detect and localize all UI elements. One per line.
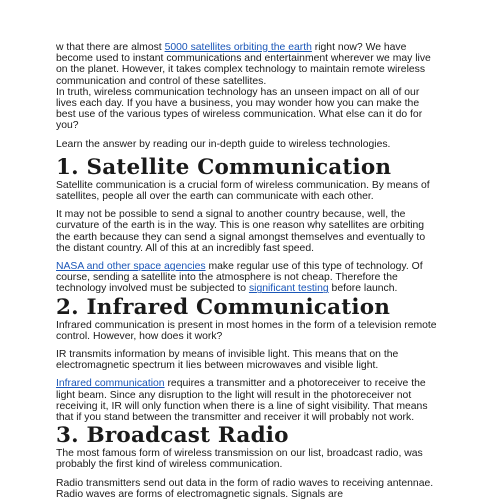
intro-paragraph-1 — [56, 42, 441, 87]
satellite-text: make regular use of this type of technology. Of course, sending a satellite into the atmosphere is not cheap. Therefore the technology involved must be subjected to — [56, 261, 423, 295]
section-heading-infrared: 2. Infrared Communication — [56, 294, 391, 320]
section-heading-radio: 3. Broadcast Radio — [56, 423, 289, 449]
nasa-link[interactable]: NASA and other space agencies — [56, 261, 206, 273]
intro-paragraph-3: Learn the answer by reading our in-depth guide to wireless technologies. — [56, 138, 391, 150]
infrared-paragraph-2: IR transmits information by means of invisible light. This means that on the electromagnetic spectrum it lies between microwaves and visible light. — [56, 349, 399, 372]
satellite-paragraph-2: It may not be possible to send a signal to another country because, well, the curvature of the earth is in the way. This is one reason why satellites are orbiting the earth because they can send a signal amongst themselves and eventually to the distant country. All of this at an incredibly fast speed. — [56, 209, 426, 254]
radio-paragraph-1: The most famous form of wireless transmission on our list, broadcast radio, was probably the first kind of wireless communication. — [56, 448, 423, 471]
intro-text: w that there are almost — [56, 42, 165, 53]
satellite-paragraph-1: Satellite communication is a crucial form of wireless communication. By means of satellites, people all over the earth can communicate with each other. — [56, 179, 430, 203]
satellite-text: before launch. — [328, 283, 398, 295]
testing-link[interactable]: significant testing — [248, 283, 329, 295]
infrared-paragraph-3 — [56, 378, 441, 423]
satellite-paragraph-3 — [56, 261, 441, 295]
intro-paragraph-2: In truth, wireless communication technology has an unseen impact on all of our lives each day. If you have a business, you may wonder how you can make the best use of the various types of wireless communication. What else can it do for you? — [56, 86, 423, 132]
infrared-paragraph-1: Infrared communication is present in most homes in the form of a television remote control. However, how does it work? — [56, 319, 437, 342]
intro-text: right now? We have become used to instant communications and entertainment wherever we may live on the planet. However, it takes complex technology to maintain remote wireless communication and control of these satellites. — [56, 42, 431, 87]
satellites-link[interactable]: 5000 satellites orbiting the earth — [164, 42, 312, 53]
article-page — [56, 42, 441, 500]
infrared-text: requires a transmitter and a photoreceiver to receive the light beam. Since any disruption to the light will result in the photoreceiver not receiving it, IR will only function when there is a line of sight visibility. That means that if you stand between the transmitter and receiver it will probably not work. — [56, 378, 428, 424]
radio-paragraph-2: Radio transmitters send out data in the form of radio waves to receiving antennae. Radio waves are forms of electromagnetic signals. Signals are — [56, 477, 434, 500]
infrared-link[interactable]: Infrared communication — [56, 378, 165, 390]
section-heading-satellite: 1. Satellite Communication — [56, 154, 392, 180]
